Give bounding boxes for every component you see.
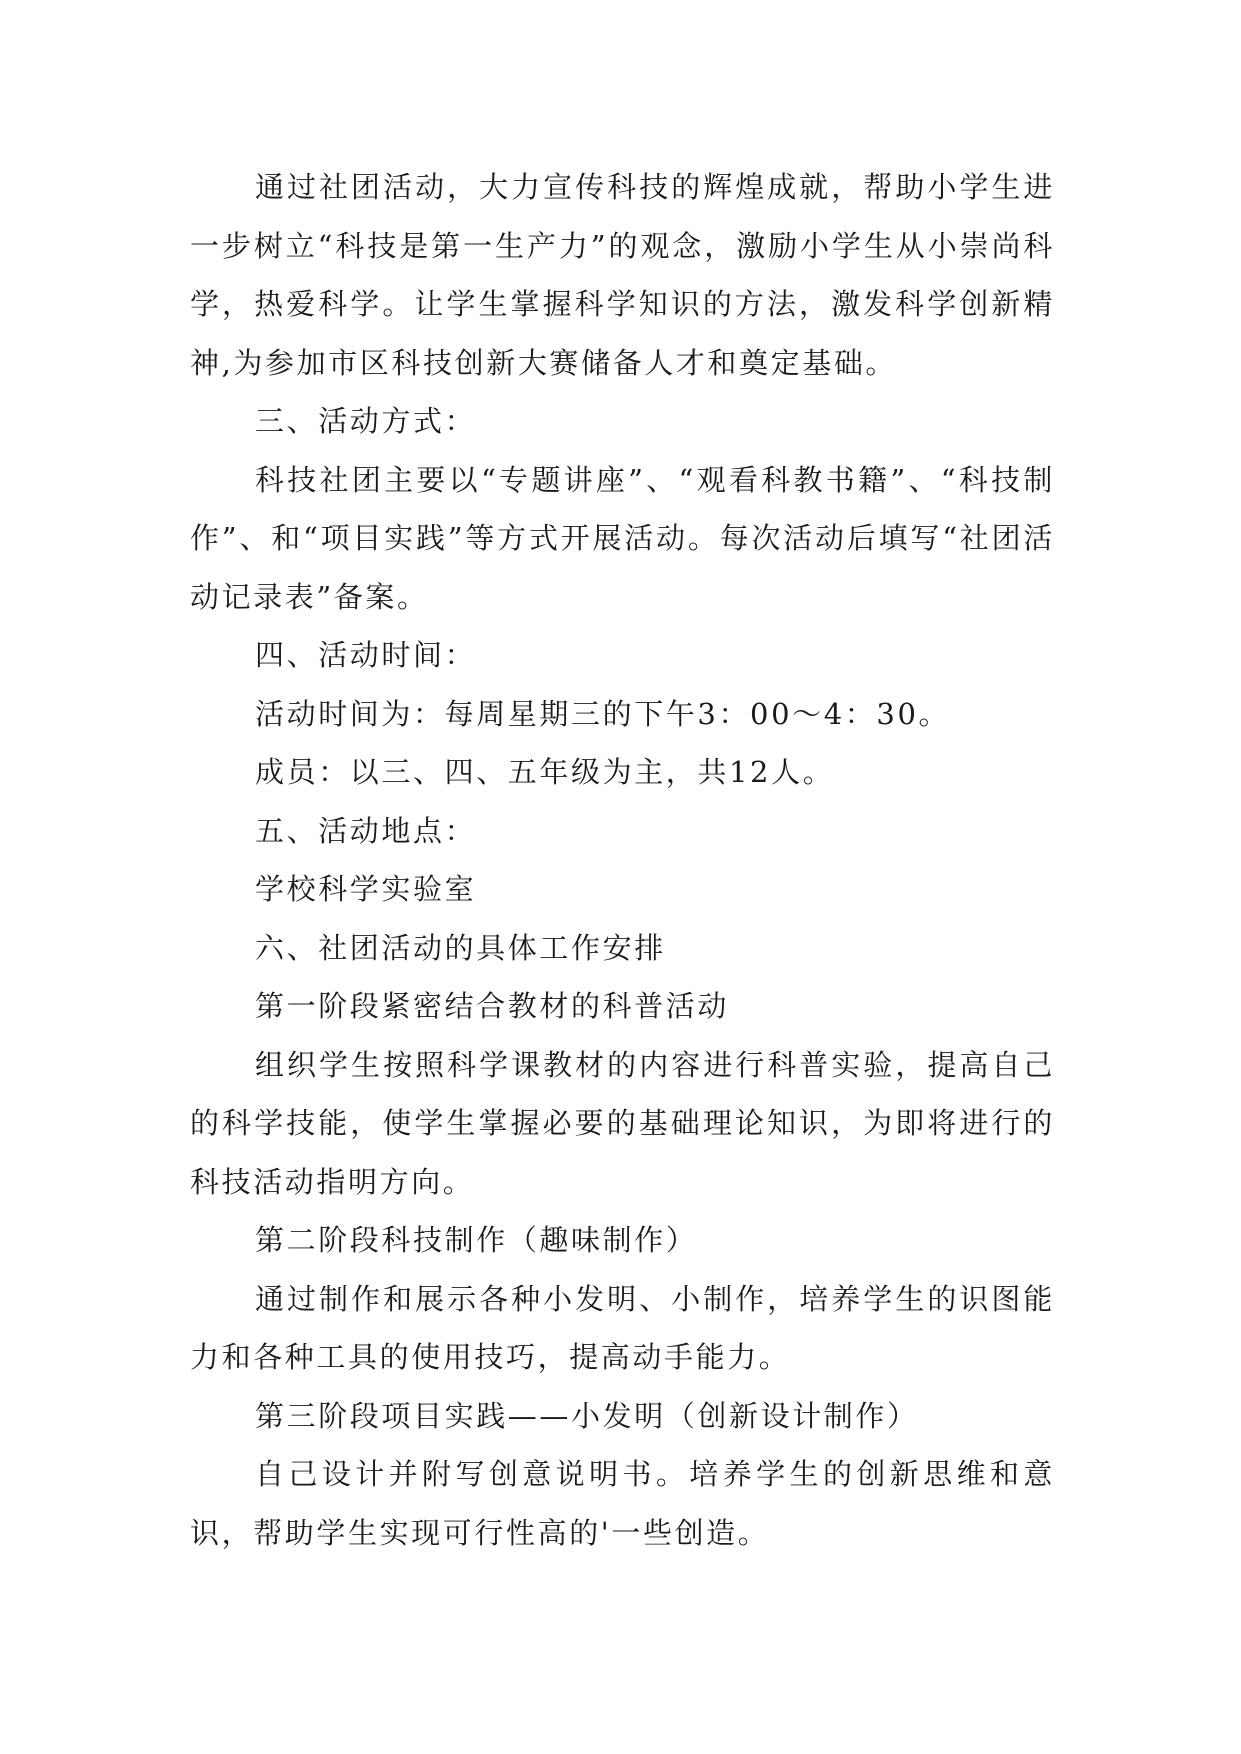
heading-activity-time: 四、活动时间： <box>255 638 477 672</box>
heading-activity-method: 三、活动方式： <box>255 404 477 438</box>
paragraph-activity-method: 科技社团主要以“专题讲座”、“观看科教书籍”、“科技制作”、和“项目实践”等方式开展活动。每次活动后填写“社团活动记录表”备案。 <box>190 462 1055 614</box>
paragraph-stage-three: 自己设计并附写创意说明书。培养学生的创新思维和意识，帮助学生实现可行性高的'一些创造。 <box>190 1457 1055 1550</box>
heading-stage-three: 第三阶段项目实践——小发明（创新设计制作） <box>255 1398 919 1433</box>
paragraph-goal: 通过社团活动，大力宣传科技的辉煌成就，帮助小学生进一步树立“科技是第一生产力”的观念，激励小学生从小崇尚科学，热爱科学。让学生掌握科学知识的方法，激发科学创新精神,为参加市区科技创新大赛储备人才和奠定基础。 <box>190 170 1055 380</box>
heading-stage-one: 第一阶段紧密结合教材的科普活动 <box>255 989 730 1023</box>
heading-stage-two: 第二阶段科技制作（趣味制作） <box>255 1223 698 1257</box>
paragraph-members: 成员：以三、四、五年级为主，共12人。 <box>255 755 835 789</box>
heading-activity-location: 五、活动地点： <box>255 813 477 848</box>
heading-work-arrangement: 六、社团活动的具体工作安排 <box>255 930 666 965</box>
paragraph-stage-two: 通过制作和展示各种小发明、小制作，培养学生的识图能力和各种工具的使用技巧，提高动手能力。 <box>190 1281 1055 1374</box>
paragraph-stage-one: 组织学生按照科学课教材的内容进行科普实验，提高自己的科学技能，使学生掌握必要的基础理论知识，为即将进行的科技活动指明方向。 <box>190 1047 1055 1199</box>
paragraph-activity-time: 活动时间为：每周星期三的下午3：00～4：30。 <box>255 696 951 731</box>
document-body <box>190 158 1055 1562</box>
paragraph-activity-location: 学校科学实验室 <box>255 872 477 906</box>
